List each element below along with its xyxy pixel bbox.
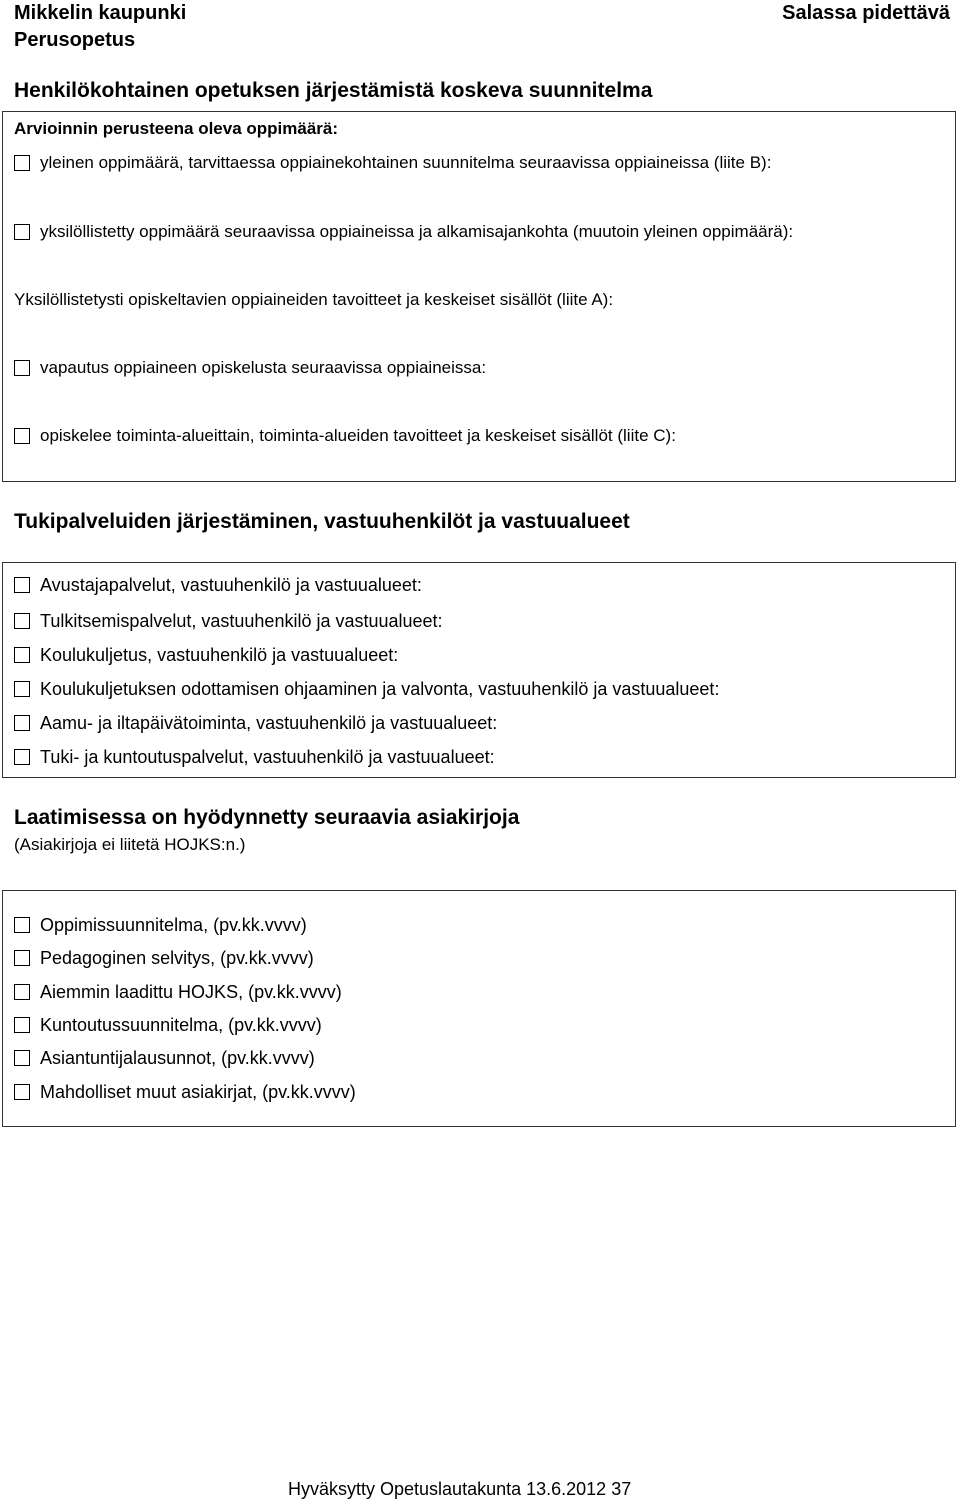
- checkbox-icon[interactable]: [14, 428, 30, 444]
- organization-name: [14, 0, 186, 54]
- checkbox-icon[interactable]: [14, 155, 30, 171]
- document-option[interactable]: [14, 1081, 356, 1103]
- curriculum-option-activity-areas[interactable]: [14, 425, 676, 447]
- checkbox-icon[interactable]: [14, 360, 30, 376]
- documents-section-subtitle: (Asiakirjoja ei liitetä HOJKS:n.): [14, 835, 246, 854]
- support-section-title: Tukipalveluiden järjestäminen, vastuuhenkilöt ja vastuualueet: [14, 510, 630, 533]
- organization-line-1: Mikkelin kaupunki: [14, 2, 187, 24]
- checkbox-icon[interactable]: [14, 1017, 30, 1033]
- checkbox-icon[interactable]: [14, 749, 30, 765]
- documents-section-title: Laatimisessa on hyödynnetty seuraavia asiakirjoja: [14, 806, 520, 829]
- organization-line-2: Perusopetus: [14, 29, 136, 51]
- option-label: Asiantuntijalausunnot, (pv.kk.vvvv): [40, 1048, 315, 1068]
- support-option[interactable]: [14, 610, 443, 632]
- confidential-label: Salassa pidettävä: [782, 2, 950, 24]
- option-label: Pedagoginen selvitys, (pv.kk.vvvv): [40, 948, 314, 968]
- support-option[interactable]: [14, 678, 719, 700]
- option-label: Koulukuljetuksen odottamisen ohjaaminen ja valvonta, vastuuhenkilö ja vastuualueet:: [40, 679, 720, 699]
- checkbox-icon[interactable]: [14, 681, 30, 697]
- option-label: Oppimissuunnitelma, (pv.kk.vvvv): [40, 915, 307, 935]
- checkbox-icon[interactable]: [14, 1050, 30, 1066]
- checkbox-icon[interactable]: [14, 613, 30, 629]
- checkbox-icon[interactable]: [14, 1084, 30, 1100]
- checkbox-icon[interactable]: [14, 984, 30, 1000]
- option-label: Tulkitsemispalvelut, vastuuhenkilö ja vastuualueet:: [40, 611, 443, 631]
- option-label: Aamu- ja iltapäivätoiminta, vastuuhenkilö ja vastuualueet:: [40, 713, 498, 733]
- curriculum-option-general[interactable]: [14, 152, 771, 174]
- document-option[interactable]: [14, 981, 342, 1003]
- support-option[interactable]: [14, 746, 495, 768]
- option-label: Koulukuljetus, vastuuhenkilö ja vastuualueet:: [40, 645, 399, 665]
- curriculum-label: Arvioinnin perusteena oleva oppimäärä:: [14, 119, 339, 138]
- option-label: Mahdolliset muut asiakirjat, (pv.kk.vvvv): [40, 1082, 356, 1102]
- option-label: Avustajapalvelut, vastuuhenkilö ja vastuualueet:: [40, 575, 422, 595]
- support-option[interactable]: [14, 574, 422, 596]
- document-title: Henkilökohtainen opetuksen järjestämistä koskeva suunnitelma: [14, 79, 653, 102]
- approval-footer: Hyväksytty Opetuslautakunta 13.6.2012 37: [288, 1479, 632, 1499]
- individual-goals-label: Yksilöllistetysti opiskeltavien oppiaineiden tavoitteet ja keskeiset sisällöt (liite A):: [14, 290, 614, 309]
- document-option[interactable]: [14, 1047, 315, 1069]
- option-label: Aiemmin laadittu HOJKS, (pv.kk.vvvv): [40, 982, 342, 1002]
- option-label: yksilöllistetty oppimäärä seuraavissa oppiaineissa ja alkamisajankohta (muutoin yleinen oppimäärä):: [40, 222, 794, 241]
- checkbox-icon[interactable]: [14, 577, 30, 593]
- checkbox-icon[interactable]: [14, 224, 30, 240]
- option-label: Tuki- ja kuntoutuspalvelut, vastuuhenkilö ja vastuualueet:: [40, 747, 495, 767]
- checkbox-icon[interactable]: [14, 917, 30, 933]
- support-option[interactable]: [14, 644, 398, 666]
- option-label: Kuntoutussuunnitelma, (pv.kk.vvvv): [40, 1015, 322, 1035]
- checkbox-icon[interactable]: [14, 950, 30, 966]
- checkbox-icon[interactable]: [14, 647, 30, 663]
- option-label: opiskelee toiminta-alueittain, toiminta-alueiden tavoitteet ja keskeiset sisällöt (liite C):: [40, 426, 676, 445]
- curriculum-option-individualized[interactable]: [14, 221, 793, 243]
- document-option[interactable]: [14, 914, 307, 936]
- option-label: vapautus oppiaineen opiskelusta seuraavissa oppiaineissa:: [40, 358, 487, 377]
- document-option[interactable]: [14, 1014, 322, 1036]
- curriculum-option-exemption[interactable]: [14, 357, 486, 379]
- checkbox-icon[interactable]: [14, 715, 30, 731]
- support-option[interactable]: [14, 712, 497, 734]
- document-option[interactable]: [14, 947, 314, 969]
- option-label: yleinen oppimäärä, tarvittaessa oppiainekohtainen suunnitelma seuraavissa oppiaineissa (liite B):: [40, 153, 772, 172]
